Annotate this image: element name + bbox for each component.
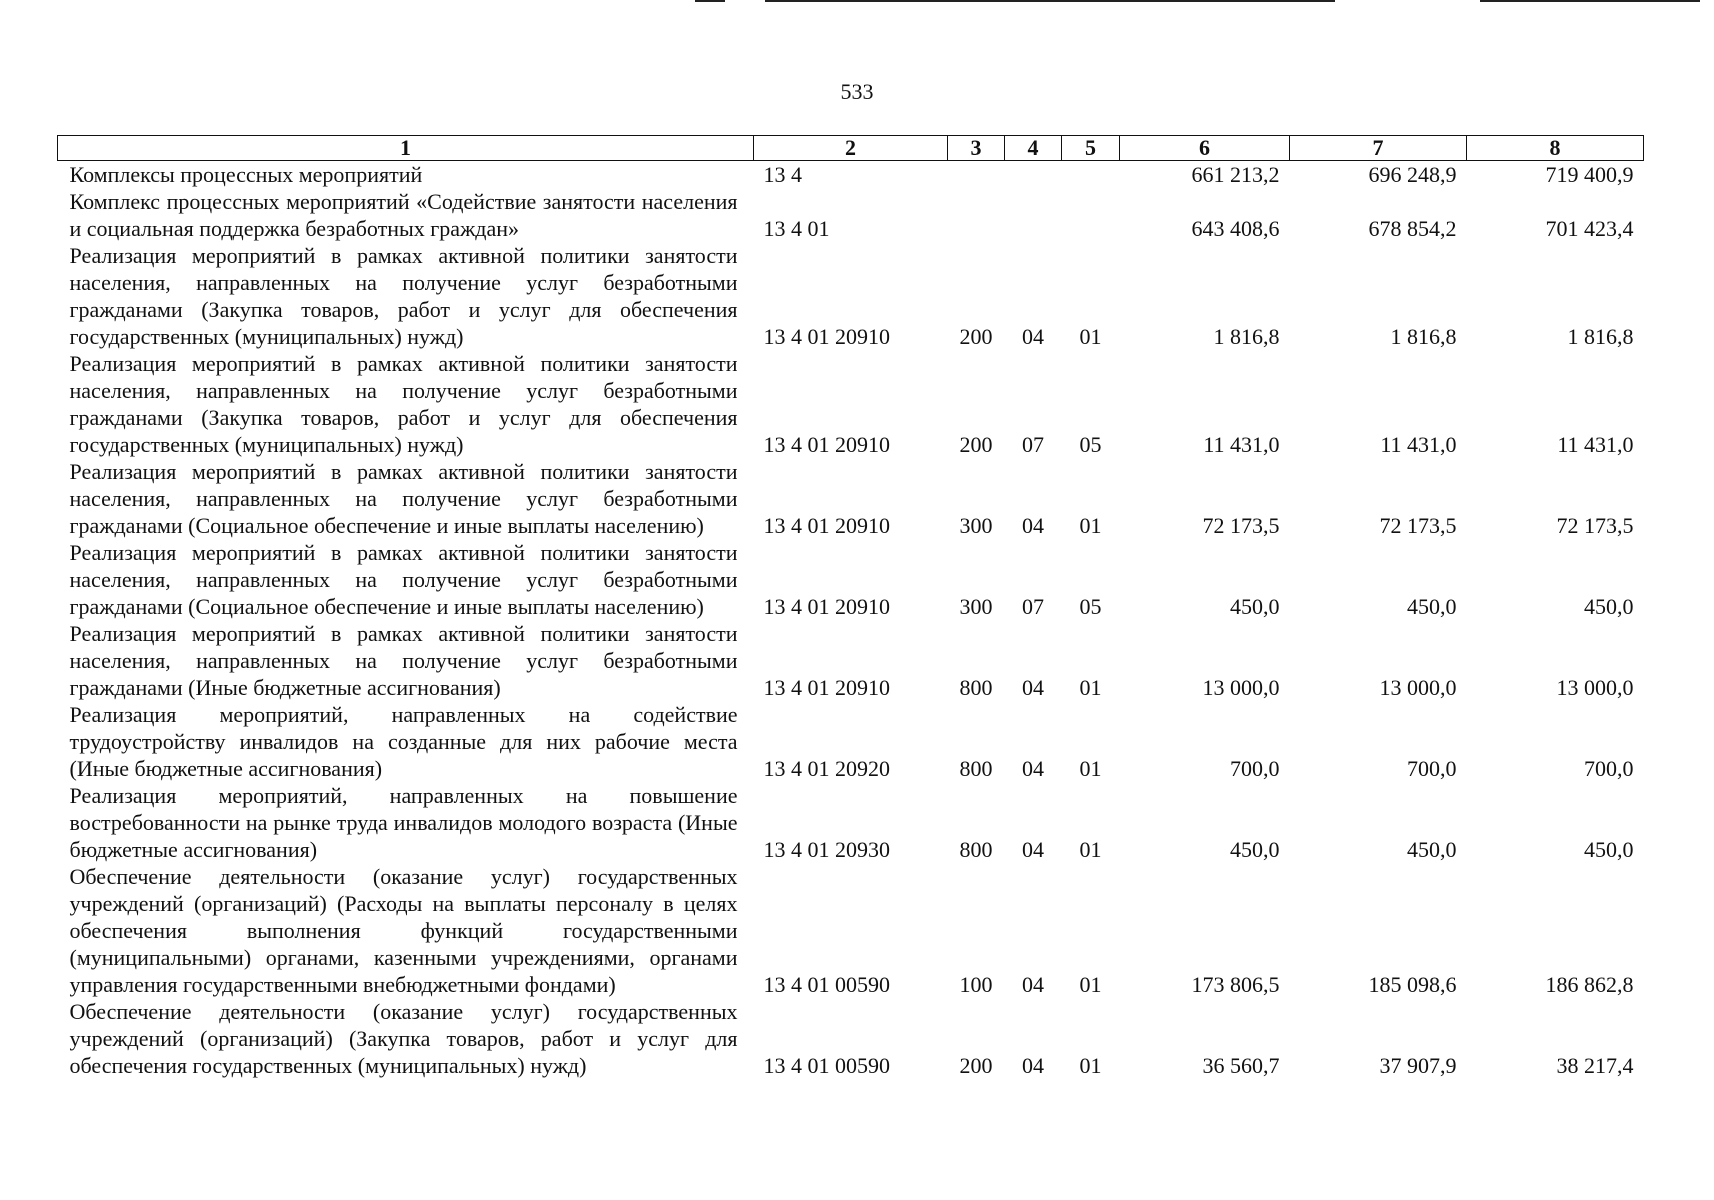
- row-amount-col7: 185 098,6: [1368, 972, 1457, 997]
- row-description: Реализация мероприятий, направленных на содействие трудоустройству инвалидов на созданные для них рабочие места (Иные бюджетные ассигнования): [69, 702, 738, 781]
- row-expense-type: 200: [959, 324, 993, 349]
- row-amount-col6: 36 560,7: [1202, 1053, 1280, 1078]
- row-target-code: 13 4 01 20910: [763, 513, 890, 538]
- row-subsection: 01: [1079, 675, 1102, 700]
- row-description: Реализация мероприятий в рамках активной политики занятости населения, направленных на получение услуг безработными гражданами (Социальное обеспечение и иные выплаты населению): [69, 540, 738, 619]
- row-target-code: 13 4 01 20910: [763, 324, 890, 349]
- row-amount-col8: 701 423,4: [1545, 216, 1634, 241]
- row-amount-col6: 450,0: [1230, 594, 1280, 619]
- row-section: [1005, 161, 1062, 189]
- row-section: 04: [1022, 1053, 1044, 1078]
- row-subsection: 05: [1079, 594, 1102, 619]
- row-amount-col6: 11 431,0: [1203, 432, 1280, 457]
- scan-edge-line: [1480, 0, 1700, 2]
- row-subsection: 01: [1079, 324, 1102, 349]
- table-row: [58, 863, 1644, 998]
- column-header: 6: [1120, 136, 1290, 161]
- row-section: 04: [1022, 837, 1044, 862]
- row-description: Комплексы процессных мероприятий: [69, 162, 423, 187]
- row-target-code: 13 4 01 20910: [763, 594, 890, 619]
- row-amount-col8: 186 862,8: [1545, 972, 1634, 997]
- row-amount-col7: 1 816,8: [1390, 324, 1457, 349]
- row-amount-col7: 37 907,9: [1379, 1053, 1457, 1078]
- row-section: 04: [1022, 324, 1044, 349]
- row-amount-col8: 719 400,9: [1545, 162, 1634, 187]
- row-target-code: 13 4 01 00590: [763, 1053, 890, 1078]
- row-expense-type: 300: [959, 594, 993, 619]
- row-expense-type: 800: [959, 837, 993, 862]
- row-amount-col6: 173 806,5: [1191, 972, 1280, 997]
- row-expense-type: 200: [959, 1053, 993, 1078]
- row-subsection: 01: [1079, 972, 1102, 997]
- row-subsection: [1062, 161, 1120, 189]
- row-target-code: 13 4 01 00590: [763, 972, 890, 997]
- row-amount-col8: 38 217,4: [1556, 1053, 1634, 1078]
- budget-table: [57, 135, 1644, 1079]
- row-amount-col7: 700,0: [1407, 756, 1457, 781]
- row-expense-type: 800: [959, 756, 993, 781]
- row-expense-type: [948, 188, 1005, 242]
- column-header: 3: [948, 136, 1005, 161]
- row-target-code: 13 4 01: [763, 216, 830, 241]
- table-row: [58, 350, 1644, 458]
- page-number: 533: [840, 79, 874, 104]
- row-target-code: 13 4: [763, 162, 802, 187]
- row-section: 04: [1022, 972, 1044, 997]
- row-amount-col7: 72 173,5: [1379, 513, 1457, 538]
- scan-edge-line: [765, 0, 1335, 2]
- row-amount-col7: 11 431,0: [1380, 432, 1457, 457]
- row-section: [1005, 188, 1062, 242]
- row-description: Обеспечение деятельности (оказание услуг) государственных учреждений (организаций) (Расходы на выплаты персоналу в целях обеспечения выполнения функций государственными (муниципальными) органами, казенными учреждениями, органами управления государственными внебюджетными фондами): [69, 864, 738, 997]
- row-subsection: 01: [1079, 837, 1102, 862]
- row-amount-col8: 450,0: [1584, 837, 1634, 862]
- column-header: 2: [754, 136, 948, 161]
- table-row: [58, 161, 1644, 189]
- scan-edge-line: [695, 0, 725, 2]
- row-description: Реализация мероприятий в рамках активной политики занятости населения, направленных на получение услуг безработными гражданами (Закупка товаров, работ и услуг для обеспечения государственных (муниципальных) нужд): [69, 351, 738, 457]
- table-row: [58, 782, 1644, 863]
- table-row: [58, 998, 1644, 1079]
- row-amount-col6: 72 173,5: [1202, 513, 1280, 538]
- row-subsection: 05: [1079, 432, 1102, 457]
- row-amount-col7: 13 000,0: [1379, 675, 1457, 700]
- row-target-code: 13 4 01 20910: [763, 675, 890, 700]
- row-description: Реализация мероприятий, направленных на повышение востребованности на рынке труда инвалидов молодого возраста (Иные бюджетные ассигнования): [69, 783, 738, 862]
- table-row: [58, 620, 1644, 701]
- row-amount-col6: 661 213,2: [1191, 162, 1280, 187]
- row-amount-col6: 450,0: [1230, 837, 1280, 862]
- row-amount-col6: 643 408,6: [1191, 216, 1280, 241]
- row-expense-type: 100: [959, 972, 993, 997]
- row-subsection: [1062, 188, 1120, 242]
- row-target-code: 13 4 01 20910: [763, 432, 890, 457]
- row-subsection: 01: [1079, 513, 1102, 538]
- row-description: Реализация мероприятий в рамках активной политики занятости населения, направленных на получение услуг безработными гражданами (Социальное обеспечение и иные выплаты населению): [69, 459, 738, 538]
- row-amount-col7: 450,0: [1407, 837, 1457, 862]
- row-amount-col7: 450,0: [1407, 594, 1457, 619]
- row-amount-col8: 450,0: [1584, 594, 1634, 619]
- row-expense-type: 200: [959, 432, 993, 457]
- row-amount-col8: 700,0: [1584, 756, 1634, 781]
- row-section: 04: [1022, 756, 1044, 781]
- row-expense-type: 300: [959, 513, 993, 538]
- row-amount-col8: 72 173,5: [1556, 513, 1634, 538]
- row-section: 07: [1022, 432, 1044, 457]
- column-header: 4: [1005, 136, 1062, 161]
- row-section: 04: [1022, 675, 1044, 700]
- row-amount-col6: 13 000,0: [1202, 675, 1280, 700]
- column-header: 1: [58, 136, 754, 161]
- row-amount-col7: 678 854,2: [1368, 216, 1457, 241]
- row-amount-col8: 13 000,0: [1556, 675, 1634, 700]
- row-amount-col8: 11 431,0: [1557, 432, 1634, 457]
- table-row: [58, 458, 1644, 539]
- column-number-header-row: [58, 136, 1644, 161]
- row-subsection: 01: [1079, 756, 1102, 781]
- row-amount-col7: 696 248,9: [1368, 162, 1457, 187]
- row-description: Обеспечение деятельности (оказание услуг) государственных учреждений (организаций) (Закупка товаров, работ и услуг для обеспечения государственных (муниципальных) нужд): [69, 999, 738, 1078]
- row-expense-type: 800: [959, 675, 993, 700]
- table-row: [58, 188, 1644, 242]
- row-amount-col6: 1 816,8: [1213, 324, 1280, 349]
- row-subsection: 01: [1079, 1053, 1102, 1078]
- column-header: 8: [1467, 136, 1644, 161]
- column-header: 5: [1062, 136, 1120, 161]
- row-target-code: 13 4 01 20920: [763, 756, 890, 781]
- row-section: 07: [1022, 594, 1044, 619]
- row-amount-col6: 700,0: [1230, 756, 1280, 781]
- table-row: [58, 701, 1644, 782]
- table-row: [58, 539, 1644, 620]
- row-description: Реализация мероприятий в рамках активной политики занятости населения, направленных на получение услуг безработными гражданами (Закупка товаров, работ и услуг для обеспечения государственных (муниципальных) нужд): [69, 243, 738, 349]
- table-row: [58, 242, 1644, 350]
- row-description: Комплекс процессных мероприятий «Содействие занятости населения и социальная поддержка безработных граждан»: [69, 189, 738, 241]
- row-amount-col8: 1 816,8: [1567, 324, 1634, 349]
- column-header: 7: [1290, 136, 1467, 161]
- row-section: 04: [1022, 513, 1044, 538]
- row-expense-type: [948, 161, 1005, 189]
- row-target-code: 13 4 01 20930: [763, 837, 890, 862]
- row-description: Реализация мероприятий в рамках активной политики занятости населения, направленных на получение услуг безработными гражданами (Иные бюджетные ассигнования): [69, 621, 738, 700]
